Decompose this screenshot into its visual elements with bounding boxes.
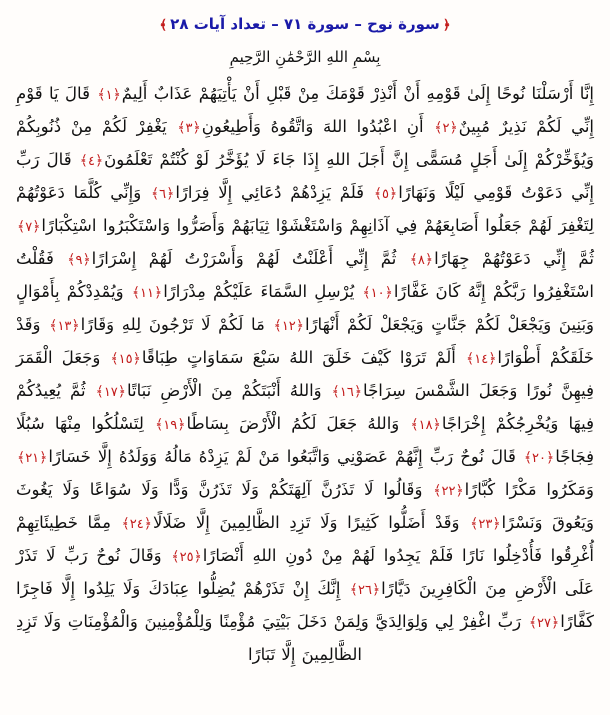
verse-marker: ﴿٦﴾ [150, 186, 175, 203]
verse-marker: ﴿٢٥﴾ [171, 549, 202, 566]
verse-text: قَالَ نُوحٌ رَبِّ إِنَّهُمْ عَصَوْنِي وَاتَّبَعُوا مَنْ لَمْ يَزِدْهُ مَالُهُ وَوَلَدُهُ إِلَّا خَسَارًا [48, 447, 516, 467]
verse-text: وَاللهُ جَعَلَ لَكُمُ الْأَرْضَ بِسَاطًا [186, 414, 400, 434]
verse-text: لِتَسْلُكُوا مِنْهَا سُبُلًا فِجَاجًا [16, 414, 594, 467]
verse-text: وَيُمْدِدْكُمْ بِأَمْوَالٍ وَبَنِينَ وَيَجْعَلْ لَكُمْ جَنَّاتٍ وَيَجْعَلْ لَكُمْ أَنْهَارًا [16, 282, 594, 335]
verse-text: ثُمَّ إِنِّي أَعْلَنْتُ لَهُمْ وَأَسْرَرْتُ لَهُمْ إِسْرَارًا [91, 249, 397, 269]
verse-text: وَجَعَلَ الْقَمَرَ فِيهِنَّ نُورًا وَجَعَلَ الشَّمْسَ سِرَاجًا [16, 348, 595, 401]
page-title-text: سورة نوح – سورة ٧١ – تعداد آيات ٢٨ [170, 15, 440, 33]
verse-marker: ﴿١٧﴾ [95, 384, 126, 401]
verse-text: فَقُلْتُ اسْتَغْفِرُوا رَبَّكُمْ إِنَّهُ كَانَ غَفَّارًا [16, 249, 595, 302]
verse-number: ١٢ [281, 319, 296, 335]
verse-marker: ﴿٢٣﴾ [470, 516, 501, 533]
verse-marker: ﴿٢﴾ [434, 120, 458, 137]
verse-number: ٧ [25, 220, 33, 236]
verse-text: ثُمَّ يُعِيدُكُمْ فِيهَا وَيُخْرِجُكُمْ إِخْرَاجًا [16, 381, 595, 434]
verse-number: ٢٧ [537, 616, 551, 632]
verse-text: يَغْفِرْ لَكُمْ مِنْ ذُنُوبِكُمْ وَيُؤَخِّرْكُمْ إِلَىٰ أَجَلٍ مُسَمًّى إِنَّ أَجَلَ اللهِ إِذَا جَاءَ لَا يُؤَخَّرُ لَوْ كُنْتُمْ تَعْلَمُونَ [16, 117, 594, 170]
verse-marker: ﴿٢٢﴾ [433, 483, 464, 500]
verse-text: وَمَكَرُوا مَكْرًا كُبَّارًا [464, 480, 594, 500]
verse-marker: ﴿١٢﴾ [273, 318, 304, 335]
verse-text: يُرْسِلِ السَّمَاءَ عَلَيْكُمْ مِدْرَارًا [163, 282, 355, 302]
verse-number: ٢٥ [179, 550, 194, 566]
verse-text: ثُمَّ إِنِّي دَعَوْتُهُمْ جِهَارًا [434, 249, 594, 269]
ornament-open-icon: ﴿ [442, 18, 451, 33]
verse-number: ١٥ [118, 352, 133, 368]
verse-text: فَلَمْ يَزِدْهُمْ دُعَائِي إِلَّا فِرَارًا [175, 183, 365, 203]
verse-number: ٢٠ [532, 451, 546, 467]
surah-body [14, 77, 596, 671]
verse-number: ١٤ [474, 352, 489, 368]
verse-text: قَالَ يَا قَوْمِ إِنِّي لَكُمْ نَذِيرٌ مُبِينٌ [16, 84, 594, 137]
verse-text: وَقَالُوا لَا تَذَرُنَّ آلِهَتَكُمْ وَلَا تَذَرُنَّ وَدًّا وَلَا سُوَاعًا وَلَا يَغُوثَ وَيَعُوقَ وَنَسْرًا [16, 480, 594, 533]
verse-number: ٢ [442, 121, 450, 137]
verse-text: أَلَمْ تَرَوْا كَيْفَ خَلَقَ اللهُ سَبْعَ سَمَاوَاتٍ طِبَاقًا [141, 348, 456, 368]
verse-marker: ﴿٣﴾ [177, 120, 201, 137]
verse-marker: ﴿١﴾ [97, 87, 121, 104]
verse-text: وَقَدْ أَضَلُّوا كَثِيرًا وَلَا تَزِدِ الظَّالِمِينَ إِلَّا ضَلَالًا [152, 513, 460, 533]
verse-marker: ﴿٢٧﴾ [528, 615, 560, 632]
verse-number: ٥ [382, 187, 390, 203]
verse-number: ١٩ [163, 418, 178, 434]
verse-number: ١٠ [370, 286, 385, 302]
verse-number: ١٨ [418, 418, 433, 434]
verse-number: ٤ [87, 154, 95, 170]
verse-marker: ﴿٢١﴾ [17, 450, 48, 467]
verse-text: رَبِّ اغْفِرْ لِي وَلِوَالِدَيَّ وَلِمَنْ دَخَلَ بَيْتِيَ مُؤْمِنًا وَلِلْمُؤْمِنِينَ وَالْمُؤْمِنَاتِ وَلَا تَزِدِ الظَّالِمِينَ إِلَّا تَبَارًا [16, 612, 522, 665]
verse-number: ١٣ [57, 319, 72, 335]
verse-text: مَا لَكُمْ لَا تَرْجُونَ لِلهِ وَقَارًا [80, 315, 265, 335]
verse-marker: ﴿١٨﴾ [410, 417, 441, 434]
verse-text: وَإِنِّي كُلَّمَا دَعَوْتُهُمْ لِتَغْفِرَ لَهُمْ جَعَلُوا أَصَابِعَهُمْ فِي آذَانِهِمْ وَاسْتَغْشَوْا ثِيَابَهُمْ وَأَصَرُّوا وَاسْتَكْبَرُوا اسْتِكْبَارًا [16, 183, 594, 236]
verse-text: وَقَالَ نُوحٌ رَبِّ لَا تَذَرْ عَلَى الْأَرْضِ مِنَ الْكَافِرِينَ دَيَّارًا [16, 546, 594, 599]
verse-number: ٢٦ [357, 583, 372, 599]
verse-number: ٦ [159, 187, 167, 203]
verse-number: ٢٤ [129, 517, 144, 533]
verse-marker: ﴿٤﴾ [79, 153, 104, 170]
verse-text: وَاللهُ أَنْبَتَكُمْ مِنَ الْأَرْضِ نَبَاتًا [127, 381, 322, 401]
verse-number: ٩ [75, 253, 83, 269]
verse-marker: ﴿١٩﴾ [155, 417, 186, 434]
verse-marker: ﴿٢٦﴾ [349, 582, 381, 599]
ornament-close-icon: ﴾ [159, 18, 168, 33]
verse-text: إِنَّا أَرْسَلْنَا نُوحًا إِلَىٰ قَوْمِهِ أَنْ أَنْذِرْ قَوْمَكَ مِنْ قَبْلِ أَنْ يَأْتِيَهُمْ عَذَابٌ أَلِيمٌ [121, 84, 594, 104]
verse-marker: ﴿١٦﴾ [331, 384, 363, 401]
verse-text: وَقَدْ خَلَقَكُمْ أَطْوَارًا [16, 315, 594, 368]
verse-text: أَنِ اعْبُدُوا اللهَ وَاتَّقُوهُ وَأَطِيعُونِ [201, 117, 424, 137]
verse-marker: ﴿٥﴾ [373, 186, 398, 203]
verse-marker: ﴿١٥﴾ [110, 351, 141, 368]
verse-marker: ﴿٢٠﴾ [523, 450, 555, 467]
verse-marker: ﴿٢٤﴾ [121, 516, 152, 533]
verse-text: مِمَّا خَطِيئَاتِهِمْ أُغْرِقُوا فَأُدْخِلُوا نَارًا فَلَمْ يَجِدُوا لَهُمْ مِنْ دُونِ اللهِ أَنْصَارًا [16, 513, 594, 566]
verse-number: ١٦ [339, 385, 354, 401]
page-title [14, 14, 596, 35]
verse-marker: ﴿٩﴾ [67, 252, 91, 269]
verse-marker: ﴿١٤﴾ [466, 351, 497, 368]
verse-number: ٨ [417, 253, 425, 269]
verse-number: ١٧ [103, 385, 118, 401]
verse-text: إِنَّكَ إِنْ تَذَرْهُمْ يُضِلُّوا عِبَادَكَ وَلَا يَلِدُوا إِلَّا فَاجِرًا كَفَّارًا [16, 579, 594, 632]
verse-marker: ﴿١١﴾ [131, 285, 163, 302]
verse-number: ٣ [185, 121, 193, 137]
verse-marker: ﴿٨﴾ [409, 252, 434, 269]
verse-number: ٢١ [25, 451, 40, 467]
verse-marker: ﴿١٠﴾ [362, 285, 393, 302]
verse-number: ١١ [140, 286, 154, 302]
verse-number: ٢٣ [478, 517, 493, 533]
verse-marker: ﴿١٣﴾ [49, 318, 80, 335]
verse-marker: ﴿٧﴾ [17, 219, 41, 236]
verse-text: قَالَ رَبِّ إِنِّي دَعَوْتُ قَوْمِي لَيْلًا وَنَهَارًا [16, 150, 594, 203]
verse-number: ٢٢ [441, 484, 456, 500]
basmala: بِسْمِ اللهِ الرَّحْمَٰنِ الرَّحِيمِ [229, 48, 381, 67]
verse-number: ١ [105, 88, 113, 104]
